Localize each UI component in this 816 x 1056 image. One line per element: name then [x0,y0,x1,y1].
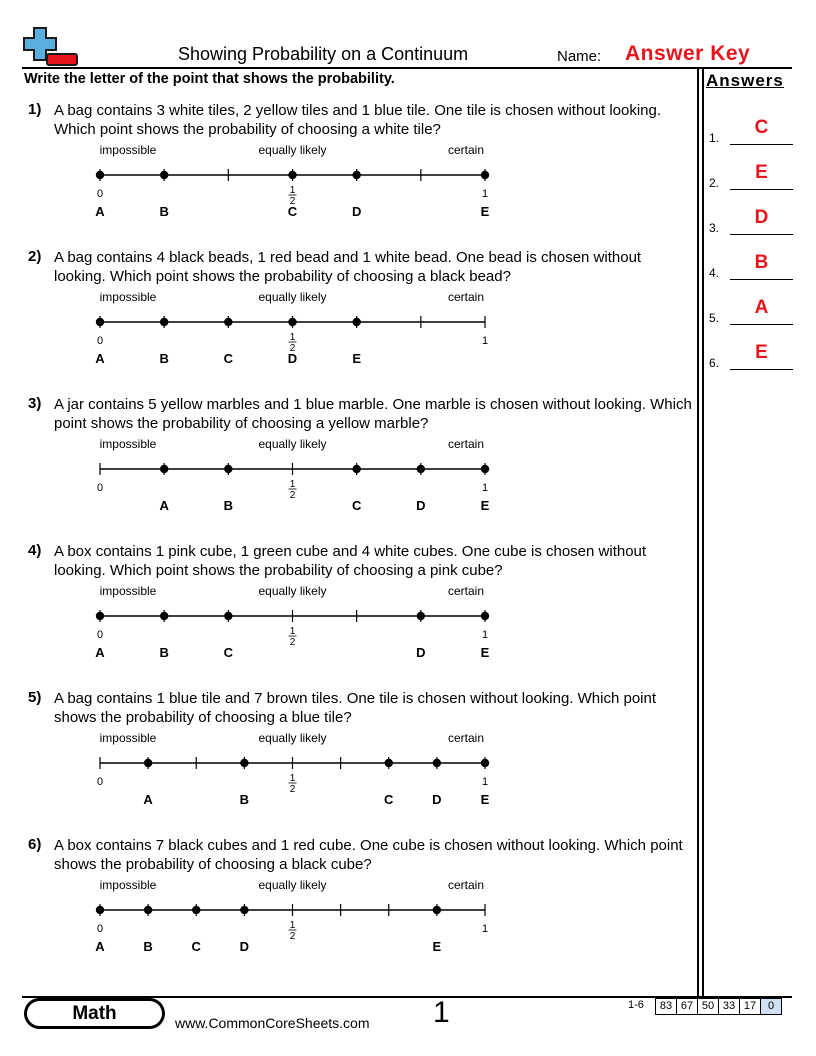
equally-likely-label: equally likely [258,143,327,157]
answers-heading: Answers [706,71,784,90]
answer-column-divider-inner [702,67,704,996]
impossible-label: impossible [99,290,157,304]
point-label: D [287,351,298,366]
point-a [144,759,152,767]
point-c [352,465,360,473]
point-d [417,612,425,620]
point-label: E [480,792,490,807]
point-b [224,465,232,473]
point-e [433,906,441,914]
subject-badge [24,998,165,1029]
point-label: C [384,792,394,807]
half-numerator: 1 [289,920,296,931]
point-label: B [143,939,153,954]
point-a [96,906,104,914]
one-label: 1 [481,629,489,641]
certain-label: certain [447,143,485,157]
point-label: C [223,351,234,366]
answer-blank-line[interactable] [730,279,793,280]
certain-label: certain [447,731,485,745]
point-c [224,318,232,326]
answer-number: 5. [709,311,720,325]
point-label: A [95,645,105,660]
answer-key-label: Answer Key [625,42,751,65]
point-d [352,171,360,179]
impossible-label: impossible [99,731,157,745]
question-number: 5) [28,689,42,706]
zero-label: 0 [96,482,104,494]
subject-label: Math [27,1001,162,1026]
point-e [481,612,489,620]
answer-blank-line[interactable] [730,369,793,370]
question-6 [24,836,694,976]
website-link[interactable]: www.CommonCoreSheets.com [175,1015,370,1031]
number-line [24,395,694,535]
equally-likely-label: equally likely [258,584,327,598]
equally-likely-label: equally likely [258,731,327,745]
score-cell: 17 [739,998,761,1015]
point-label: D [416,645,426,660]
impossible-label: impossible [99,437,157,451]
point-label: E [432,939,442,954]
half-denominator: 2 [289,490,296,501]
question-4 [24,542,694,682]
point-c [224,612,232,620]
half-denominator: 2 [289,784,296,795]
score-table [628,998,782,1015]
question-text: A jar contains 5 yellow marbles and 1 blue marble. One marble is chosen without looking. Which point shows the probability of choosing a yellow marble? [54,396,692,432]
answer-number: 3. [709,221,720,235]
answer-value: B [754,252,769,273]
certain-label: certain [447,878,485,892]
answer-number: 1. [709,131,720,145]
answer-item [709,297,793,327]
point-label: C [191,939,201,954]
zero-label: 0 [96,923,104,935]
question-number: 4) [28,542,42,559]
question-3 [24,395,694,535]
answer-item [709,342,793,372]
one-label: 1 [481,776,489,788]
answer-value: A [754,297,769,318]
number-line [24,689,694,829]
point-label: D [239,939,250,954]
point-e [481,759,489,767]
question-text: A bag contains 1 blue tile and 7 brown tiles. One tile is chosen without looking. Which point shows the probability of choosing a blue tile? [54,690,657,726]
point-b [144,906,152,914]
number-line [24,542,694,682]
point-c [192,906,200,914]
equally-likely-label: equally likely [258,878,327,892]
point-d [288,318,296,326]
point-c [385,759,393,767]
instructions: Write the letter of the point that shows the probability. [24,71,395,87]
zero-label: 0 [96,629,104,641]
zero-label: 0 [96,335,104,347]
answer-value: C [754,117,769,138]
certain-label: certain [447,290,485,304]
answer-item [709,207,793,237]
point-label: E [480,498,490,513]
half-numerator: 1 [289,479,296,490]
question-number: 1) [28,101,42,118]
half-denominator: 2 [289,343,296,354]
zero-label: 0 [96,188,104,200]
answer-number: 6. [709,356,720,370]
answer-value: D [754,207,769,228]
question-number: 3) [28,395,42,412]
question-text: A bag contains 3 white tiles, 2 yellow tiles and 1 blue tile. One tile is chosen without looking. Which point shows the probability of choosing a white tile? [54,102,662,138]
point-e [352,318,360,326]
answer-item [709,252,793,282]
point-label: B [159,645,169,660]
point-label: A [159,498,169,513]
half-numerator: 1 [289,626,296,637]
half-numerator: 1 [289,332,296,343]
half-denominator: 2 [289,196,296,207]
number-line [24,836,694,976]
point-label: E [480,645,490,660]
score-cell: 67 [676,998,698,1015]
question-number: 6) [28,836,42,853]
point-d [417,465,425,473]
answer-blank-line[interactable] [730,144,793,145]
half-numerator: 1 [289,185,296,196]
one-label: 1 [481,482,489,494]
point-e [481,465,489,473]
zero-label: 0 [96,776,104,788]
one-label: 1 [481,923,489,935]
point-label: A [95,939,105,954]
answer-blank-line[interactable] [730,234,793,235]
header-rule [22,67,792,69]
equally-likely-label: equally likely [258,437,327,451]
point-a [96,612,104,620]
point-label: C [287,204,298,219]
question-text: A box contains 1 pink cube, 1 green cube and 4 white cubes. One cube is chosen without looking. Which point shows the probability of choosing a pink cube? [54,543,647,579]
score-cell: 50 [697,998,719,1015]
point-b [160,612,168,620]
point-label: D [432,792,442,807]
point-label: A [143,792,153,807]
point-b [160,171,168,179]
point-d [240,906,248,914]
score-cell: 33 [718,998,740,1015]
point-label: B [159,204,169,219]
point-b [240,759,248,767]
answer-item [709,162,793,192]
point-label: C [223,645,234,660]
number-line [24,248,694,388]
question-text: A box contains 7 black cubes and 1 red cube. One cube is chosen without looking. Which point shows the probability of choosing a black cube? [54,837,683,873]
point-d [433,759,441,767]
point-b [160,318,168,326]
point-a [96,318,104,326]
question-number: 2) [28,248,42,265]
point-label: A [95,204,105,219]
point-label: B [239,792,250,807]
point-label: C [351,498,362,513]
question-5 [24,689,694,829]
page-number: 1 [433,996,450,1029]
answer-column-divider [697,67,699,996]
number-line [24,101,694,241]
point-label: E [480,204,490,219]
answer-blank-line[interactable] [730,324,793,325]
answer-value: E [755,162,768,183]
question-text: A bag contains 4 black beads, 1 red bead and 1 white bead. One bead is chosen without looking. Which point shows the probability of choosing a black bead? [54,249,642,285]
point-label: B [159,351,169,366]
plus-minus-logo-icon [22,24,80,68]
point-label: A [95,351,105,366]
name-label: Name: [557,48,602,65]
impossible-label: impossible [99,584,157,598]
point-c [288,171,296,179]
certain-label: certain [447,584,485,598]
answer-item [709,117,793,147]
half-numerator: 1 [289,773,296,784]
point-label: D [416,498,426,513]
half-denominator: 2 [289,637,296,648]
one-label: 1 [481,335,489,347]
point-label: B [223,498,234,513]
answer-value: E [755,342,768,363]
point-e [481,171,489,179]
question-1 [24,101,694,241]
score-range-label: 1-6 [628,999,644,1011]
equally-likely-label: equally likely [258,290,327,304]
score-cell: 83 [655,998,677,1015]
certain-label: certain [447,437,485,451]
answer-number: 2. [709,176,720,190]
half-denominator: 2 [289,931,296,942]
answer-number: 4. [709,266,720,280]
point-a [96,171,104,179]
page-title: Showing Probability on a Continuum [178,44,469,64]
impossible-label: impossible [99,143,157,157]
answer-blank-line[interactable] [730,189,793,190]
score-cell: 0 [760,998,782,1015]
one-label: 1 [481,188,489,200]
point-label: E [352,351,362,366]
impossible-label: impossible [99,878,157,892]
point-a [160,465,168,473]
point-label: D [351,204,362,219]
question-2 [24,248,694,388]
